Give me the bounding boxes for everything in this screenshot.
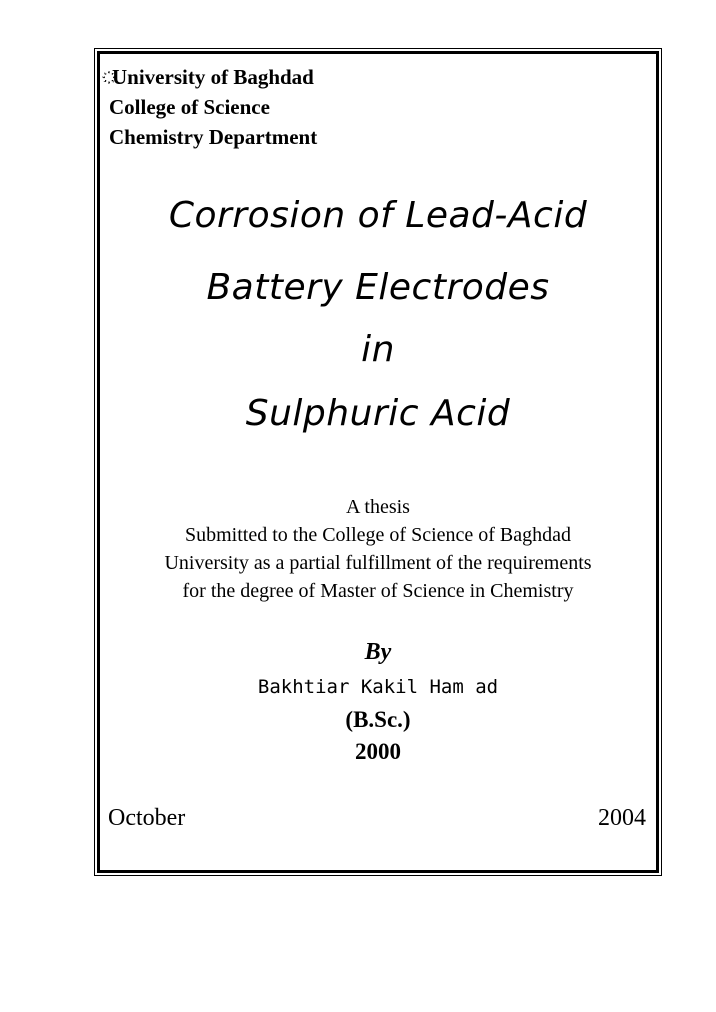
thesis-line-4: for the degree of Master of Science in Chemistry <box>182 580 574 602</box>
title-line-4: Sulphuric Acid <box>245 393 511 434</box>
by-label: By <box>364 639 392 665</box>
thesis-line-3: University as a partial fulfillment of the requirements <box>164 552 592 574</box>
university-name: University of Baghdad <box>112 65 314 89</box>
date-month: October <box>108 805 186 831</box>
decorative-marks: ҉҉ <box>109 70 110 85</box>
thesis-line-2: Submitted to the College of Science of Baghdad <box>184 524 572 546</box>
author-degree: (B.Sc.) <box>345 707 411 732</box>
title-page <box>106 62 650 868</box>
college-name: College of Science <box>109 95 270 119</box>
degree-year: 2000 <box>355 739 401 764</box>
thesis-line-1: A thesis <box>346 496 410 518</box>
department-name: Chemistry Department <box>109 125 318 149</box>
university-line <box>109 64 314 91</box>
title-line-1: Corrosion of Lead-Acid <box>168 195 588 236</box>
author-name: Bakhtiar Kakil Ham ad <box>257 676 499 698</box>
title-line-3: in <box>361 329 395 370</box>
title-line-2: Battery Electrodes <box>206 267 550 308</box>
date-year: 2004 <box>598 805 646 831</box>
